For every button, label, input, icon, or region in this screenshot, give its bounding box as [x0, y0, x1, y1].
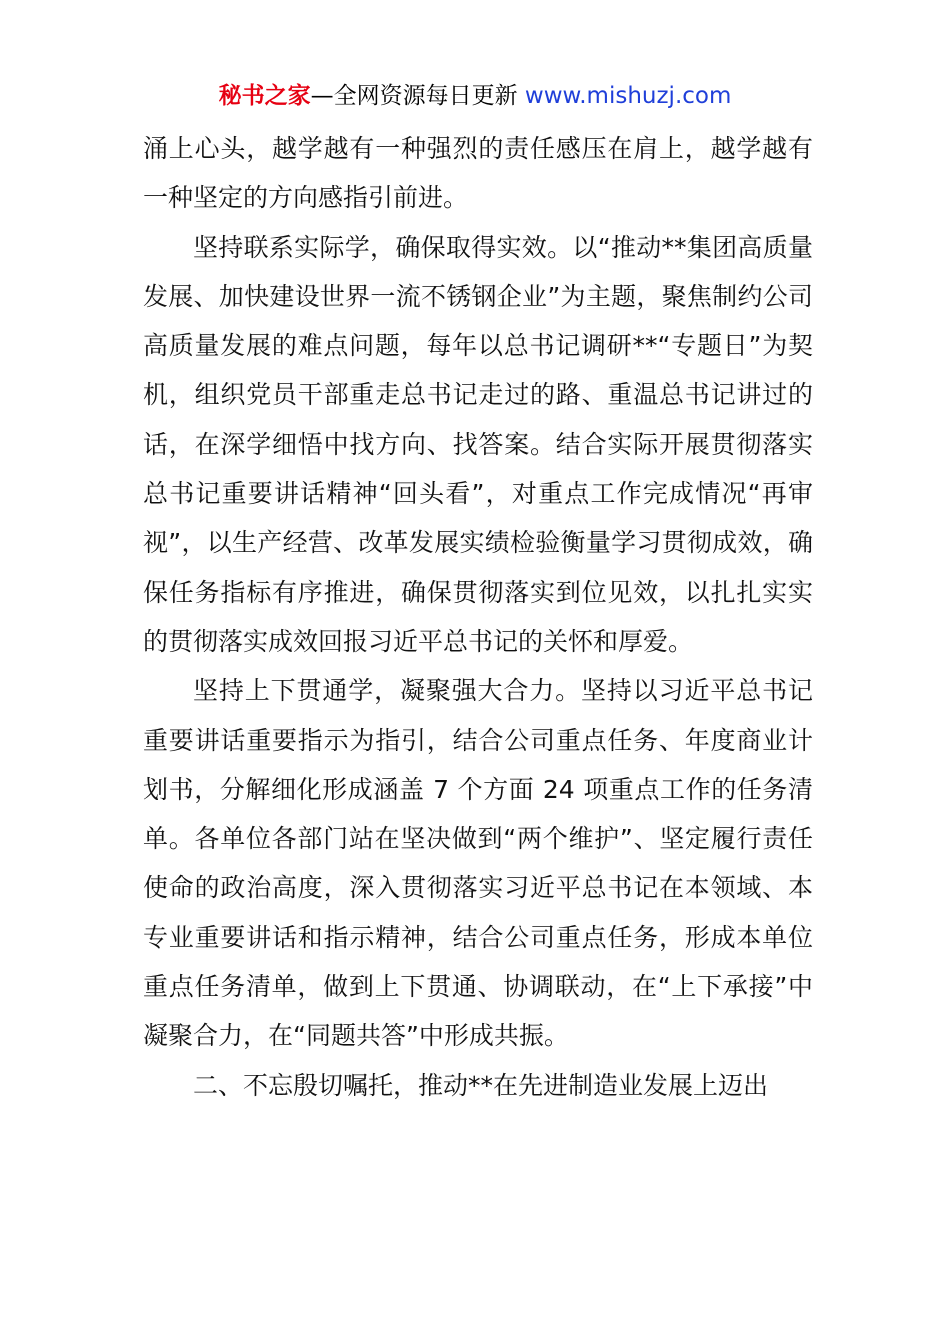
paragraph-continuation: 涌上心头，越学越有一种强烈的责任感压在肩上，越学越有一种坚定的方向感指引前进。: [143, 134, 813, 213]
site-tagline: —全网资源每日更新: [310, 83, 525, 109]
site-url-link[interactable]: www.mishuzj.com: [524, 83, 732, 109]
site-header: [0, 80, 950, 112]
site-brand: 秘书之家: [218, 83, 311, 109]
paragraph-practice-study: 坚持联系实际学，确保取得实效。以“推动**集团高质量发展、加快建设世界一流不锈钢企业”为主题，聚焦制约公司高质量发展的难点问题，每年以总书记调研**“专题日”为契机，组织党员干部重走总书记走过的路、重温总书记讲过的话，在深学细悟中找方向、找答案。结合实际开展贯彻落实总书记重要讲话精神“回头看”，对重点工作完成情况“再审视”，以生产经营、改革发展实绩检验衡量学习贯彻成效，确保任务指标有序推进，确保贯彻落实到位见效，以扎扎实实的贯彻落实成效回报习近平总书记的关怀和厚爱。: [143, 232, 813, 656]
section-heading-two: 二、不忘殷切嘱托，推动**在先进制造业发展上迈出: [193, 1070, 769, 1100]
paragraph-top-down-study: 坚持上下贯通学，凝聚强大合力。坚持以习近平总书记重要讲话重要指示为指引，结合公司重点任务、年度商业计划书，分解细化形成涵盖 7 个方面 24 项重点工作的任务清单。各单位各部门站在坚决做到“两个维护”、坚定履行责任使命的政治高度，深入贯彻落实习近平总书记在本领域、本专业重要讲话和指示精神，结合公司重点任务，形成本单位重点任务清单，做到上下贯通、协调联动，在“上下承接”中凝聚合力，在“同题共答”中形成共振。: [143, 676, 813, 1051]
document-body: [143, 124, 813, 1110]
